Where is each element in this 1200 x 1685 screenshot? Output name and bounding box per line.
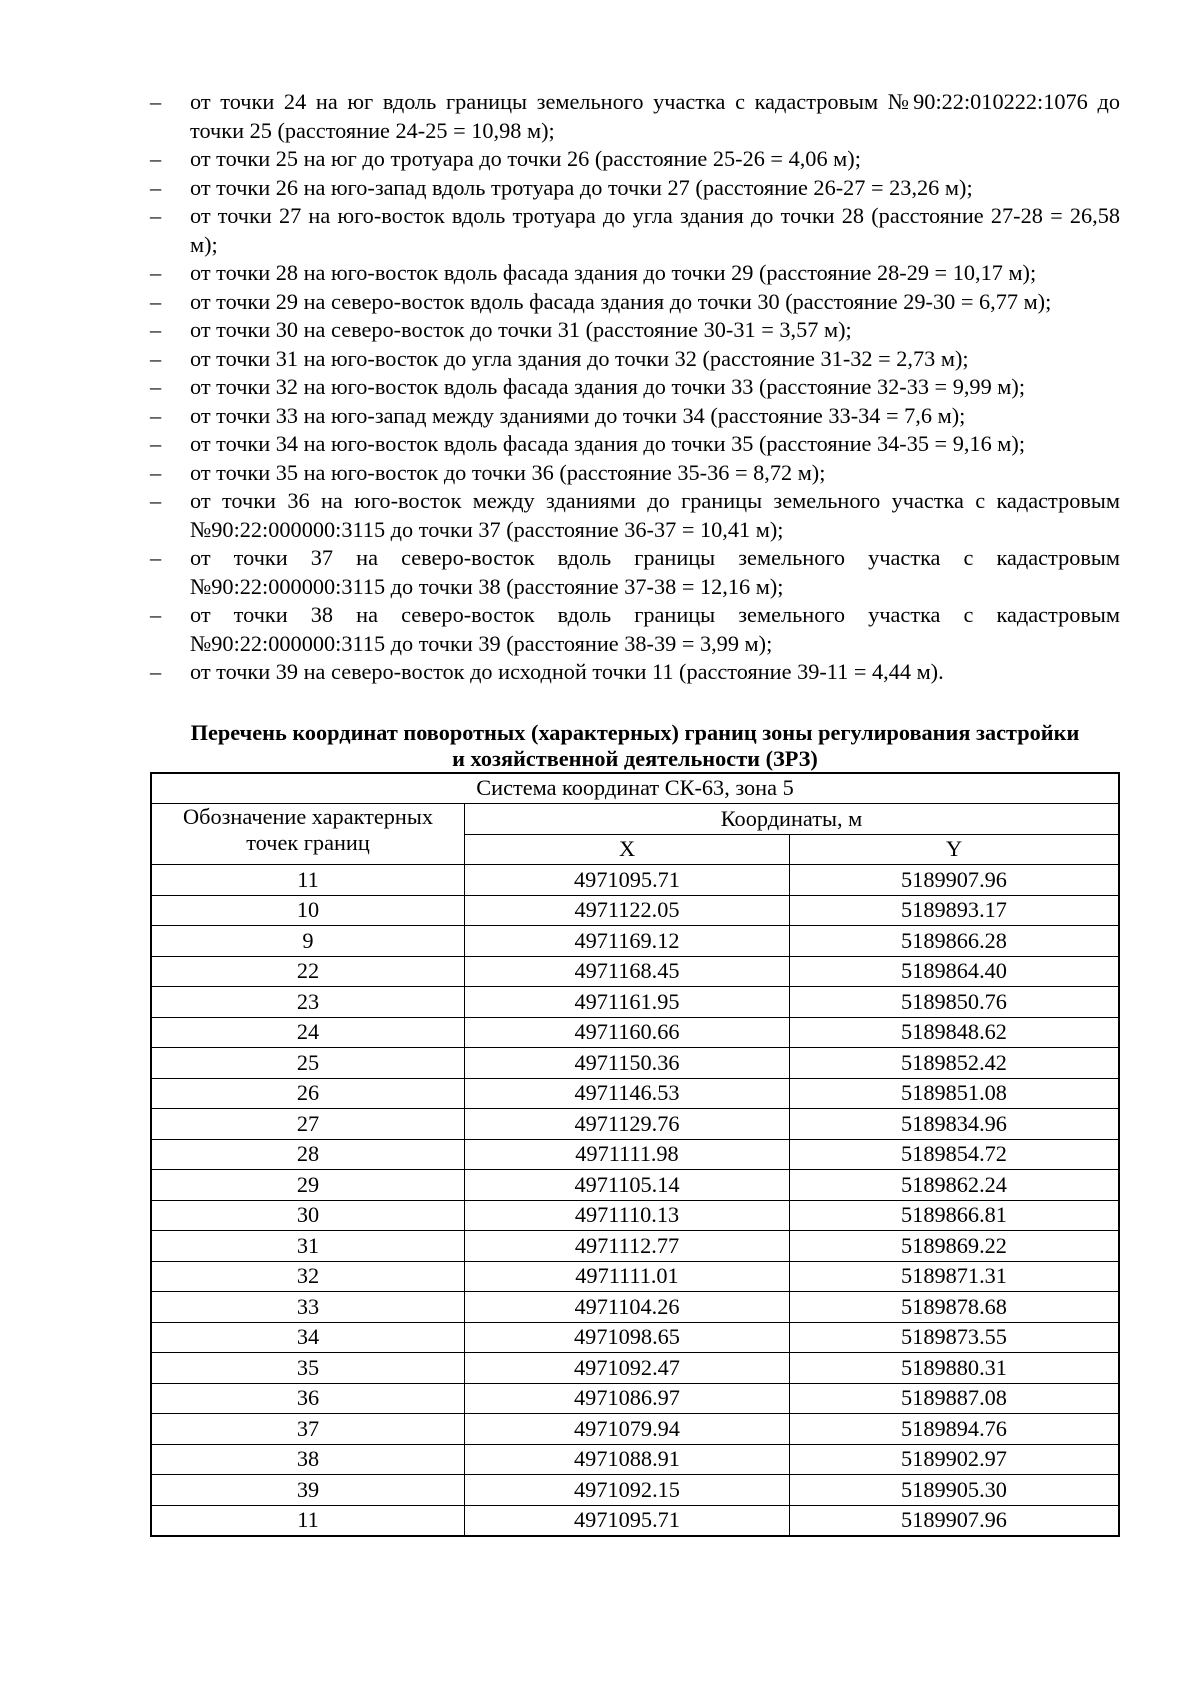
x-coordinate-cell: 4971105.14 — [465, 1170, 790, 1201]
boundary-description-item — [150, 202, 1120, 259]
point-cell: 9 — [151, 926, 465, 957]
list-dash: – — [150, 431, 162, 456]
table-row — [151, 1170, 1119, 1201]
point-cell: 34 — [151, 1322, 465, 1353]
point-cell: 29 — [151, 1170, 465, 1201]
table-row — [151, 1475, 1119, 1506]
y-coordinate-cell: 5189862.24 — [790, 1170, 1120, 1201]
list-dash: – — [150, 602, 162, 627]
list-dash: – — [150, 402, 162, 428]
y-coordinate-cell: 5189893.17 — [790, 895, 1120, 926]
point-cell: 30 — [151, 1200, 465, 1231]
x-coordinate-cell: 4971079.94 — [465, 1414, 790, 1445]
table-row — [151, 1322, 1119, 1353]
coordinates-table-body — [151, 865, 1119, 1537]
y-coordinate-cell: 5189902.97 — [790, 1444, 1120, 1475]
point-cell: 27 — [151, 1109, 465, 1140]
y-coordinate-cell: 5189834.96 — [790, 1109, 1120, 1140]
point-cell: 24 — [151, 1017, 465, 1048]
boundary-description-text: от точки 27 на юго-восток вдоль тротуара до угла здания до точки 28 (расстояние 27-28 = 26,58 м); — [190, 203, 1120, 257]
table-row — [151, 1261, 1119, 1292]
table-row — [151, 987, 1119, 1018]
boundary-description-item — [150, 601, 1120, 658]
boundary-description-item — [150, 658, 1120, 687]
x-coordinate-cell: 4971129.76 — [465, 1109, 790, 1140]
list-dash: – — [150, 146, 162, 171]
point-cell: 39 — [151, 1475, 465, 1506]
section-title-line-1: Перечень координат поворотных (характерных) границ зоны регулирования застройки — [190, 719, 1080, 745]
list-dash: – — [150, 345, 162, 371]
boundary-description-text: от точки 30 на северо-восток до точки 31 (расстояние 30-31 = 3,57 м); — [190, 317, 852, 342]
table-row — [151, 1078, 1119, 1109]
point-cell: 11 — [151, 1505, 465, 1536]
list-dash: – — [150, 459, 162, 485]
x-coordinate-cell: 4971111.01 — [465, 1261, 790, 1292]
point-cell: 38 — [151, 1444, 465, 1475]
table-row — [151, 926, 1119, 957]
boundary-description-item — [150, 174, 1120, 203]
boundary-description-text: от точки 26 на юго-запад вдоль тротуара до точки 27 (расстояние 26-27 = 23,26 м); — [190, 174, 973, 200]
point-cell: 35 — [151, 1353, 465, 1384]
boundary-description-text: от точки 38 на северо-восток вдоль границы земельного участка с кадастровым №90:22:000000:3115 до точки 39 (расстояние 38-39 = 3,99 м); — [190, 602, 1120, 656]
boundary-description-item — [150, 259, 1120, 288]
table-header-row-1 — [151, 804, 1119, 835]
point-cell: 22 — [151, 956, 465, 987]
boundary-description-text: от точки 25 на юг до тротуара до точки 26 (расстояние 25-26 = 4,06 м); — [190, 146, 861, 171]
x-coordinate-cell: 4971168.45 — [465, 956, 790, 987]
table-row — [151, 865, 1119, 896]
boundary-description-text: от точки 33 на юго-запад между зданиями до точки 34 (расстояние 33-34 = 7,6 м); — [190, 402, 966, 428]
point-cell: 37 — [151, 1414, 465, 1445]
point-cell: 36 — [151, 1383, 465, 1414]
x-coordinate-cell: 4971111.98 — [465, 1139, 790, 1170]
boundary-description-list — [150, 88, 1120, 687]
x-coordinate-cell: 4971169.12 — [465, 926, 790, 957]
list-dash: – — [150, 317, 162, 342]
table-row — [151, 1444, 1119, 1475]
x-coordinate-cell: 4971095.71 — [465, 1505, 790, 1536]
coordinate-system-header: Система координат СК-63, зона 5 — [151, 773, 1119, 804]
boundary-description-item — [150, 316, 1120, 345]
boundary-description-text: от точки 32 на юго-восток вдоль фасада здания до точки 33 (расстояние 32-33 = 9,99 м); — [190, 374, 1026, 399]
y-coordinate-cell: 5189894.76 — [790, 1414, 1120, 1445]
point-cell: 11 — [151, 865, 465, 896]
point-name-header-line-1: Обозначение характерных — [183, 804, 433, 829]
list-dash: – — [150, 89, 162, 114]
boundary-description-item — [150, 430, 1120, 459]
x-coordinate-cell: 4971086.97 — [465, 1383, 790, 1414]
boundary-description-item — [150, 487, 1120, 544]
boundary-description-item — [150, 459, 1120, 488]
list-dash: – — [150, 545, 162, 570]
x-coordinate-cell: 4971160.66 — [465, 1017, 790, 1048]
x-coordinate-cell: 4971122.05 — [465, 895, 790, 926]
boundary-description-item — [150, 288, 1120, 317]
table-row — [151, 1017, 1119, 1048]
x-coordinate-cell: 4971095.71 — [465, 865, 790, 896]
boundary-description-text: от точки 39 на северо-восток до исходной точки 11 (расстояние 39-11 = 4,44 м). — [190, 659, 944, 684]
boundary-description-text: от точки 29 на северо-восток вдоль фасада здания до точки 30 (расстояние 29-30 = 6,77 м); — [190, 288, 1052, 314]
x-coordinate-cell: 4971092.15 — [465, 1475, 790, 1506]
point-cell: 33 — [151, 1292, 465, 1323]
table-row — [151, 1383, 1119, 1414]
point-name-header — [151, 804, 465, 865]
y-coordinate-cell: 5189907.96 — [790, 1505, 1120, 1536]
table-row — [151, 956, 1119, 987]
boundary-description-text: от точки 35 на юго-восток до точки 36 (расстояние 35-36 = 8,72 м); — [190, 459, 826, 485]
boundary-description-text: от точки 34 на юго-восток вдоль фасада здания до точки 35 (расстояние 34-35 = 9,16 м); — [190, 431, 1026, 456]
y-coordinate-cell: 5189852.42 — [790, 1048, 1120, 1079]
boundary-description-item — [150, 88, 1120, 145]
x-header: X — [465, 834, 790, 865]
list-dash: – — [150, 260, 162, 285]
y-coordinate-cell: 5189866.81 — [790, 1200, 1120, 1231]
y-coordinate-cell: 5189864.40 — [790, 956, 1120, 987]
y-coordinate-cell: 5189854.72 — [790, 1139, 1120, 1170]
y-coordinate-cell: 5189907.96 — [790, 865, 1120, 896]
list-dash: – — [150, 288, 162, 314]
boundary-description-text: от точки 31 на юго-восток до угла здания до точки 32 (расстояние 31-32 = 2,73 м); — [190, 345, 969, 371]
list-dash: – — [150, 659, 162, 684]
x-coordinate-cell: 4971150.36 — [465, 1048, 790, 1079]
boundary-description-item — [150, 345, 1120, 374]
x-coordinate-cell: 4971098.65 — [465, 1322, 790, 1353]
y-coordinate-cell: 5189866.28 — [790, 926, 1120, 957]
y-coordinate-cell: 5189887.08 — [790, 1383, 1120, 1414]
point-cell: 28 — [151, 1139, 465, 1170]
table-row — [151, 1139, 1119, 1170]
point-cell: 32 — [151, 1261, 465, 1292]
y-coordinate-cell: 5189880.31 — [790, 1353, 1120, 1384]
list-dash: – — [150, 488, 162, 513]
table-row — [151, 1200, 1119, 1231]
x-coordinate-cell: 4971088.91 — [465, 1444, 790, 1475]
y-coordinate-cell: 5189851.08 — [790, 1078, 1120, 1109]
y-header: Y — [790, 834, 1120, 865]
list-dash: – — [150, 203, 162, 228]
boundary-description-text: от точки 28 на юго-восток вдоль фасада здания до точки 29 (расстояние 28-29 = 10,17 м); — [190, 260, 1037, 285]
list-dash: – — [150, 174, 162, 200]
point-cell: 23 — [151, 987, 465, 1018]
coordinates-header: Координаты, м — [465, 804, 1120, 835]
boundary-description-text: от точки 36 на юго-восток между зданиями до границы земельного участка с кадастровым №90:22:000000:3115 до точки 37 (расстояние 36-37 = 10,41 м); — [190, 488, 1120, 542]
y-coordinate-cell: 5189848.62 — [790, 1017, 1120, 1048]
table-row — [151, 1505, 1119, 1536]
point-cell: 25 — [151, 1048, 465, 1079]
x-coordinate-cell: 4971161.95 — [465, 987, 790, 1018]
section-title-line-2: и хозяйственной деятельности (ЗРЗ) — [452, 745, 818, 771]
boundary-description-item — [150, 145, 1120, 174]
coordinates-table — [150, 772, 1120, 1538]
boundary-description-item — [150, 373, 1120, 402]
table-row — [151, 1048, 1119, 1079]
boundary-description-text: от точки 37 на северо-восток вдоль границы земельного участка с кадастровым №90:22:000000:3115 до точки 38 (расстояние 37-38 = 12,16 м); — [190, 545, 1120, 599]
point-cell: 26 — [151, 1078, 465, 1109]
y-coordinate-cell: 5189871.31 — [790, 1261, 1120, 1292]
x-coordinate-cell: 4971104.26 — [465, 1292, 790, 1323]
table-row — [151, 1292, 1119, 1323]
point-cell: 10 — [151, 895, 465, 926]
y-coordinate-cell: 5189878.68 — [790, 1292, 1120, 1323]
list-dash: – — [150, 374, 162, 399]
document-page — [150, 88, 1120, 1537]
table-row — [151, 895, 1119, 926]
section-title — [150, 720, 1120, 772]
x-coordinate-cell: 4971110.13 — [465, 1200, 790, 1231]
x-coordinate-cell: 4971092.47 — [465, 1353, 790, 1384]
point-name-header-line-2: точек границ — [246, 830, 370, 855]
boundary-description-item — [150, 402, 1120, 431]
table-row — [151, 1109, 1119, 1140]
x-coordinate-cell: 4971146.53 — [465, 1078, 790, 1109]
table-row — [151, 1231, 1119, 1262]
table-system-row — [151, 773, 1119, 804]
boundary-description-text: от точки 24 на юг вдоль границы земельного участка с кадастровым №90:22:010222:1076 до точки 25 (расстояние 24-25 = 10,98 м); — [190, 89, 1120, 143]
point-cell: 31 — [151, 1231, 465, 1262]
table-row — [151, 1414, 1119, 1445]
y-coordinate-cell: 5189905.30 — [790, 1475, 1120, 1506]
table-row — [151, 1353, 1119, 1384]
y-coordinate-cell: 5189869.22 — [790, 1231, 1120, 1262]
y-coordinate-cell: 5189873.55 — [790, 1322, 1120, 1353]
y-coordinate-cell: 5189850.76 — [790, 987, 1120, 1018]
x-coordinate-cell: 4971112.77 — [465, 1231, 790, 1262]
boundary-description-item — [150, 544, 1120, 601]
